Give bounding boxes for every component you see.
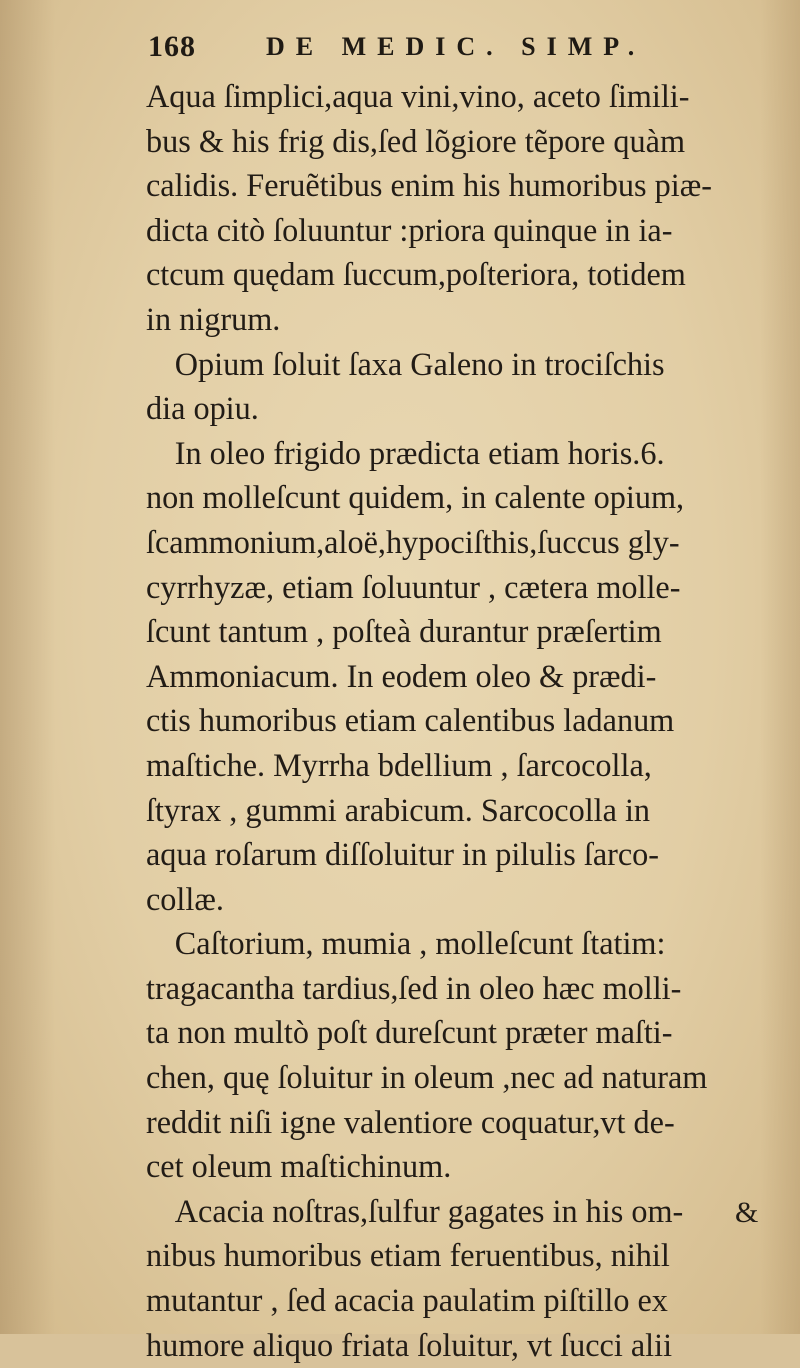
text-line: mutantur , ſed acacia paulatim piſtillo ex: [146, 1283, 668, 1320]
running-head: [148, 28, 668, 68]
text-line: Caſtorium, mumia , molleſcunt ſtatim:: [174, 926, 666, 963]
catchword: &: [735, 1196, 759, 1229]
text-line: calidis. Feruẽtibus enim his humoribus piæ-: [146, 168, 712, 205]
text-line: dia opiu.: [146, 391, 259, 428]
text-line: Ammoniacum. In eodem oleo & prædi-: [146, 658, 657, 695]
text-line: reddit niſi igne valentiore coquatur,vt de-: [146, 1104, 675, 1141]
running-title: DE MEDIC. SIMP.: [266, 32, 646, 61]
text-line: ta non multò poſt dureſcunt præter maſti-: [146, 1015, 673, 1052]
text-line: tragacantha tardius,ſed in oleo hæc molli-: [146, 970, 682, 1007]
text-line: non molleſcunt quidem, in calente opium,: [146, 480, 685, 517]
body-text: [146, 75, 776, 1368]
text-line: ctis humoribus etiam calentibus ladanum: [146, 703, 675, 740]
text-line: In oleo frigido prædicta etiam horis.6.: [174, 435, 665, 472]
text-line: chen, quę ſoluitur in oleum ,nec ad naturam: [146, 1060, 708, 1097]
text-line: aqua roſarum diſſoluitur in pilulis ſarco-: [146, 837, 660, 874]
text-line: nibus humoribus etiam feruentibus, nihil: [146, 1238, 670, 1275]
text-line: humore aliquo friata ſoluitur, vt ſucci alii: [146, 1327, 673, 1364]
text-line: ſcunt tantum , poſteà durantur præſertim: [146, 614, 662, 651]
text-line: collæ.: [146, 881, 224, 918]
text-line: Aqua ſimplici,aqua vini,vino, aceto ſimili-: [146, 79, 690, 115]
text-line: bus & his frig dis,ſed lõgiore tẽpore quàm: [146, 123, 686, 160]
text-line: cet oleum maſtichinum.: [146, 1149, 452, 1186]
text-line: Opium ſoluit ſaxa Galeno in trociſchis: [174, 346, 665, 383]
text-line: Acacia noſtras,ſulfur gagates in his om-: [174, 1193, 684, 1230]
text-line: maſtiche. Myrrha bdellium , ſarcocolla,: [146, 747, 652, 784]
text-line: dicta citò ſoluuntur :priora quinque in ia-: [146, 212, 673, 249]
text-line: cyrrhyzæ, etiam ſoluuntur , cætera molle-: [146, 569, 681, 606]
page-number: 168: [148, 30, 196, 63]
text-line: ſcammonium,aloë,hypociſthis,ſuccus gly-: [146, 524, 680, 561]
text-line: in nigrum.: [146, 301, 281, 338]
text-line: ctcum quędam ſuccum,poſteriora, totidem: [146, 257, 686, 294]
text-line: ſtyrax , gummi arabicum. Sarcocolla in: [146, 792, 651, 829]
